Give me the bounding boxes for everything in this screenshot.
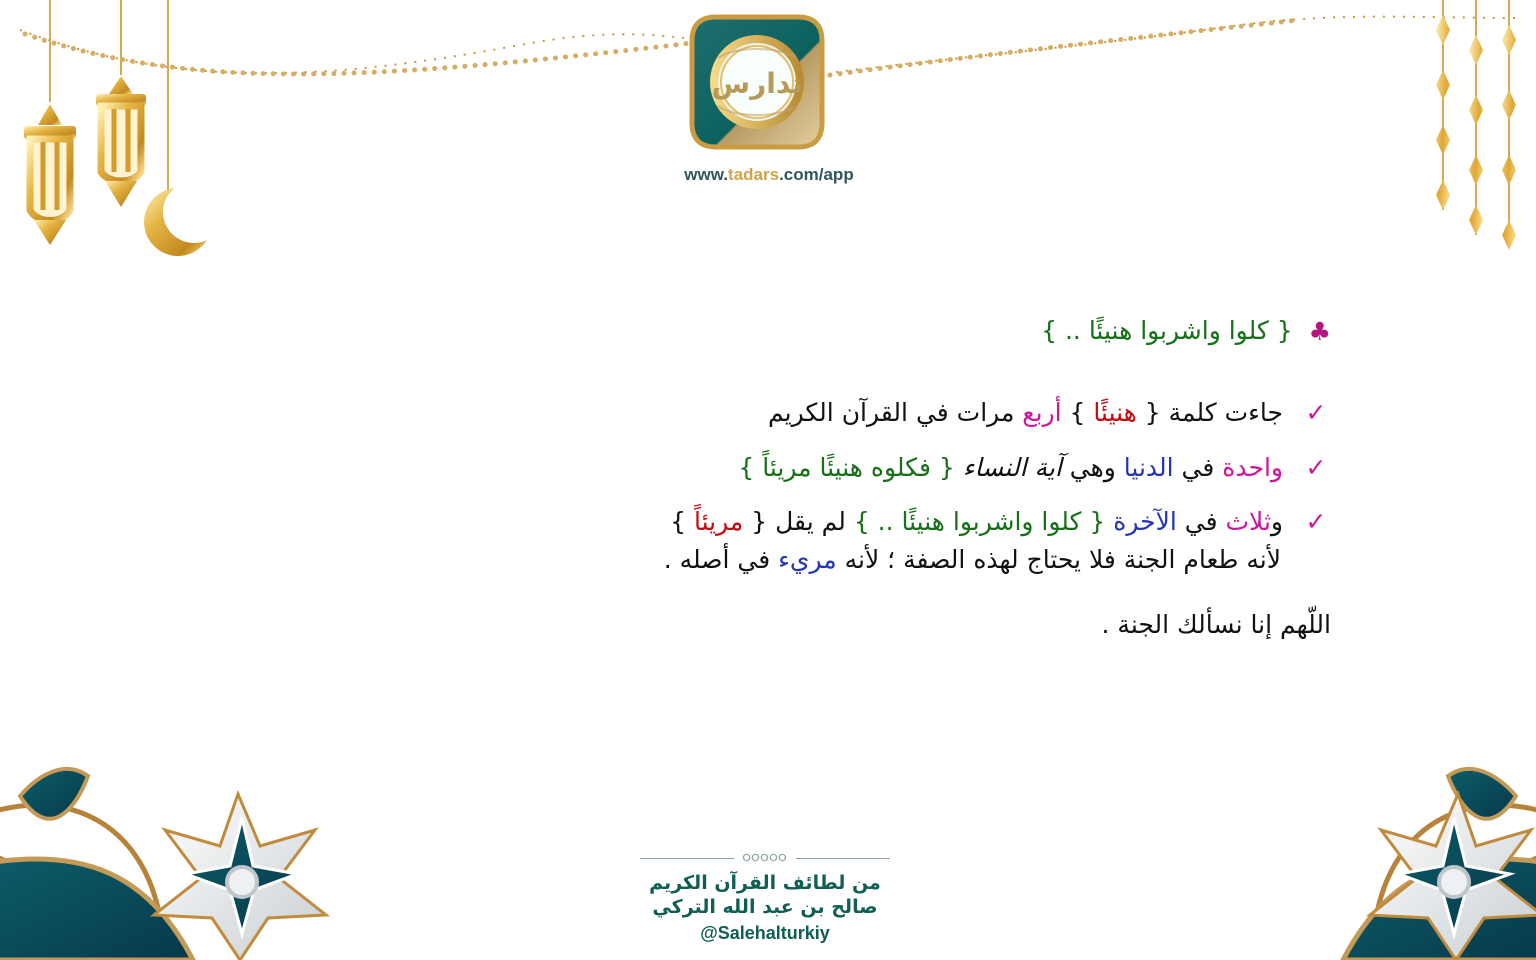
footer-title: من لطائف القرآن الكريم bbox=[649, 872, 881, 894]
line-3-part-1: و bbox=[1270, 507, 1283, 536]
url-suffix: .com/app bbox=[779, 165, 854, 184]
line-3-part-4: الآخرة bbox=[1113, 507, 1177, 536]
line-2-part-6: { فكلوه هنيئًا مريئاً } bbox=[738, 453, 963, 482]
line-2-part-4: وهي bbox=[1061, 453, 1124, 482]
note-part-3: في أصله . bbox=[663, 545, 779, 574]
crescent-moon-icon bbox=[144, 181, 225, 256]
list-item-1 bbox=[768, 394, 1331, 432]
check-icon: ✓ bbox=[1305, 453, 1327, 482]
check-icon: ✓ bbox=[1305, 507, 1327, 536]
website-url bbox=[674, 165, 864, 185]
line-3-part-2: ثلاث bbox=[1225, 507, 1271, 536]
list-item-2 bbox=[738, 449, 1331, 487]
center-lantern-icon bbox=[96, 76, 146, 207]
left-lantern-icon bbox=[24, 104, 76, 245]
line-3-part-5: { كلوا واشربوا هنيئًا .. } bbox=[853, 507, 1114, 536]
line-1-part-4: أربع bbox=[1022, 398, 1062, 427]
footer-author: صالح بن عبد الله التركي bbox=[652, 896, 878, 918]
footer-ornament-icon: ୦୦୦୦୦ bbox=[734, 850, 796, 866]
line-3-part-6: لم يقل { bbox=[743, 507, 854, 536]
explanation-note bbox=[664, 541, 1281, 579]
footer-divider bbox=[640, 850, 890, 866]
title-verse bbox=[1041, 312, 1331, 350]
tadars-logo bbox=[686, 11, 828, 153]
url-domain: tadars bbox=[728, 165, 780, 184]
floral-corner-ornament-icon bbox=[1196, 750, 1536, 960]
line-3-part-7: مريئاً bbox=[694, 507, 744, 536]
line-1-part-5: مرات في القرآن الكريم bbox=[767, 398, 1023, 427]
line-1-part-2: هنيئًا bbox=[1093, 398, 1137, 427]
line-2-part-3: الدنيا bbox=[1123, 453, 1174, 482]
lanterns-and-crescent bbox=[0, 0, 230, 270]
footer-signature bbox=[640, 850, 890, 946]
prayer-text: اللّهم إنا نسألك الجنة . bbox=[1101, 610, 1331, 639]
title-text: { كلوا واشربوا هنيئًا .. } bbox=[1041, 316, 1293, 345]
list-item-3 bbox=[670, 503, 1331, 541]
line-2-part-1: واحدة bbox=[1222, 453, 1283, 482]
note-part-1: لأنه طعام الجنة فلا يحتاج لهذه الصفة ؛ لأنه bbox=[836, 545, 1281, 574]
line-3-part-8: } bbox=[670, 507, 694, 536]
line-3-part-3: في bbox=[1176, 507, 1226, 536]
check-icon: ✓ bbox=[1305, 398, 1327, 427]
line-1-part-1: جاءت كلمة { bbox=[1136, 398, 1283, 427]
note-part-2: مريء bbox=[778, 545, 837, 574]
floral-corner-ornament-icon bbox=[0, 750, 340, 960]
line-2-part-5: آية النساء bbox=[962, 453, 1062, 482]
club-icon: ♣ bbox=[1308, 317, 1331, 346]
logo-text: تدارس bbox=[711, 67, 803, 100]
line-2-part-2: في bbox=[1173, 453, 1223, 482]
line-1-part-3: } bbox=[1061, 398, 1094, 427]
url-prefix: www. bbox=[684, 165, 729, 184]
footer-handle: @Salehalturkiy bbox=[700, 923, 830, 943]
hanging-gold-drops-icon bbox=[1421, 0, 1536, 260]
